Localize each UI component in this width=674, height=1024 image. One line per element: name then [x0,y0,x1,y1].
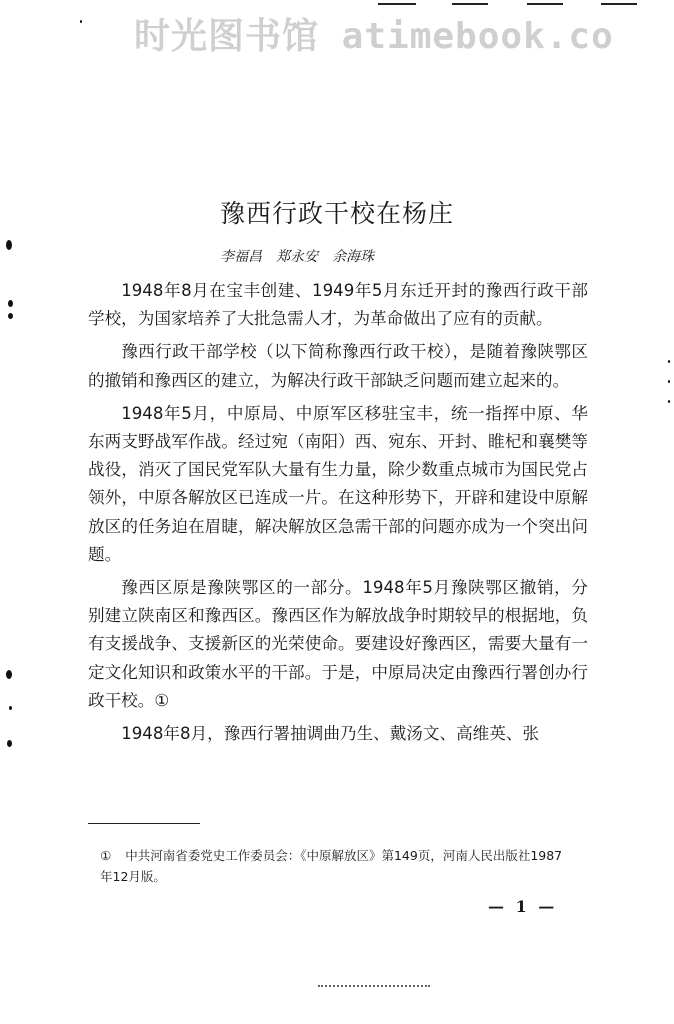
paragraph-2: 豫西行政干部学校（以下简称豫西行政干校），是随着豫陕鄂区的撤销和豫西区的建立，为解决行政干部缺乏问题而建立起来的。 [88,342,588,390]
paragraph-1: 1948年8月在宝丰创建、1949年5月东迁开封的豫西行政干部学校，为国家培养了大批急需人才，为革命做出了应有的贡献。 [88,281,588,329]
top-rule-2 [452,3,488,5]
article-authors: 李福昌 郑永安 余海珠 [220,249,374,265]
paragraph-3: 1948年5月，中原局、中原军区移驻宝丰，统一指挥中原、华东两支野战军作战。经过宛（南阳）西、宛东、开封、睢杞和襄樊等战役，消灭了国民党军队大量有生力量，除少数重点城市为国民党占领外，中原各解放区已连成一片。在这种形势下，开辟和建设中原解放区的任务迫在眉睫，解决解放区急需干部的问题亦成为一个突出问题。 [88,403,588,564]
scan-speck [80,20,82,23]
article-title: 豫西行政干校在杨庄 [219,199,454,228]
page-number: — 1 — [488,897,555,916]
footnote-mark: ① [100,848,112,863]
watermark-text: 时光图书馆 atimebook.co [134,16,614,57]
footnote-divider [88,823,200,824]
scan-speck [8,300,13,307]
paragraph-4: 豫西区原是豫陕鄂区的一部分。1948年5月豫陕鄂区撤销，分别建立陕南区和豫西区。豫西区作为解放战争时期较早的根据地，负有支援战争、支援新区的光荣使命。要建设好豫西区，需要大量有一定文化知识和政策水平的干部。于是，中原局决定由豫西行署创办行政干校。① [88,578,588,710]
top-rule-1 [378,3,416,5]
scan-speck [668,400,670,403]
scan-speck [668,380,670,383]
scan-speck [6,240,12,250]
scan-speck [8,313,13,319]
scan-speck [6,670,12,679]
footnote [100,845,570,887]
footnote-text: 中共河南省委党史工作委员会：《中原解放区》第149页，河南人民出版社1987年12月版。 [100,848,563,884]
scan-speck [7,740,12,747]
paragraph-5: 1948年8月，豫西行署抽调曲乃生、戴汤文、高维英、张 [121,724,540,744]
article-body [88,277,588,753]
scan-speck [9,706,12,710]
scan-dots [318,985,430,987]
top-rule-4 [601,3,637,5]
scan-speck [668,360,670,363]
top-rule-3 [527,3,563,5]
